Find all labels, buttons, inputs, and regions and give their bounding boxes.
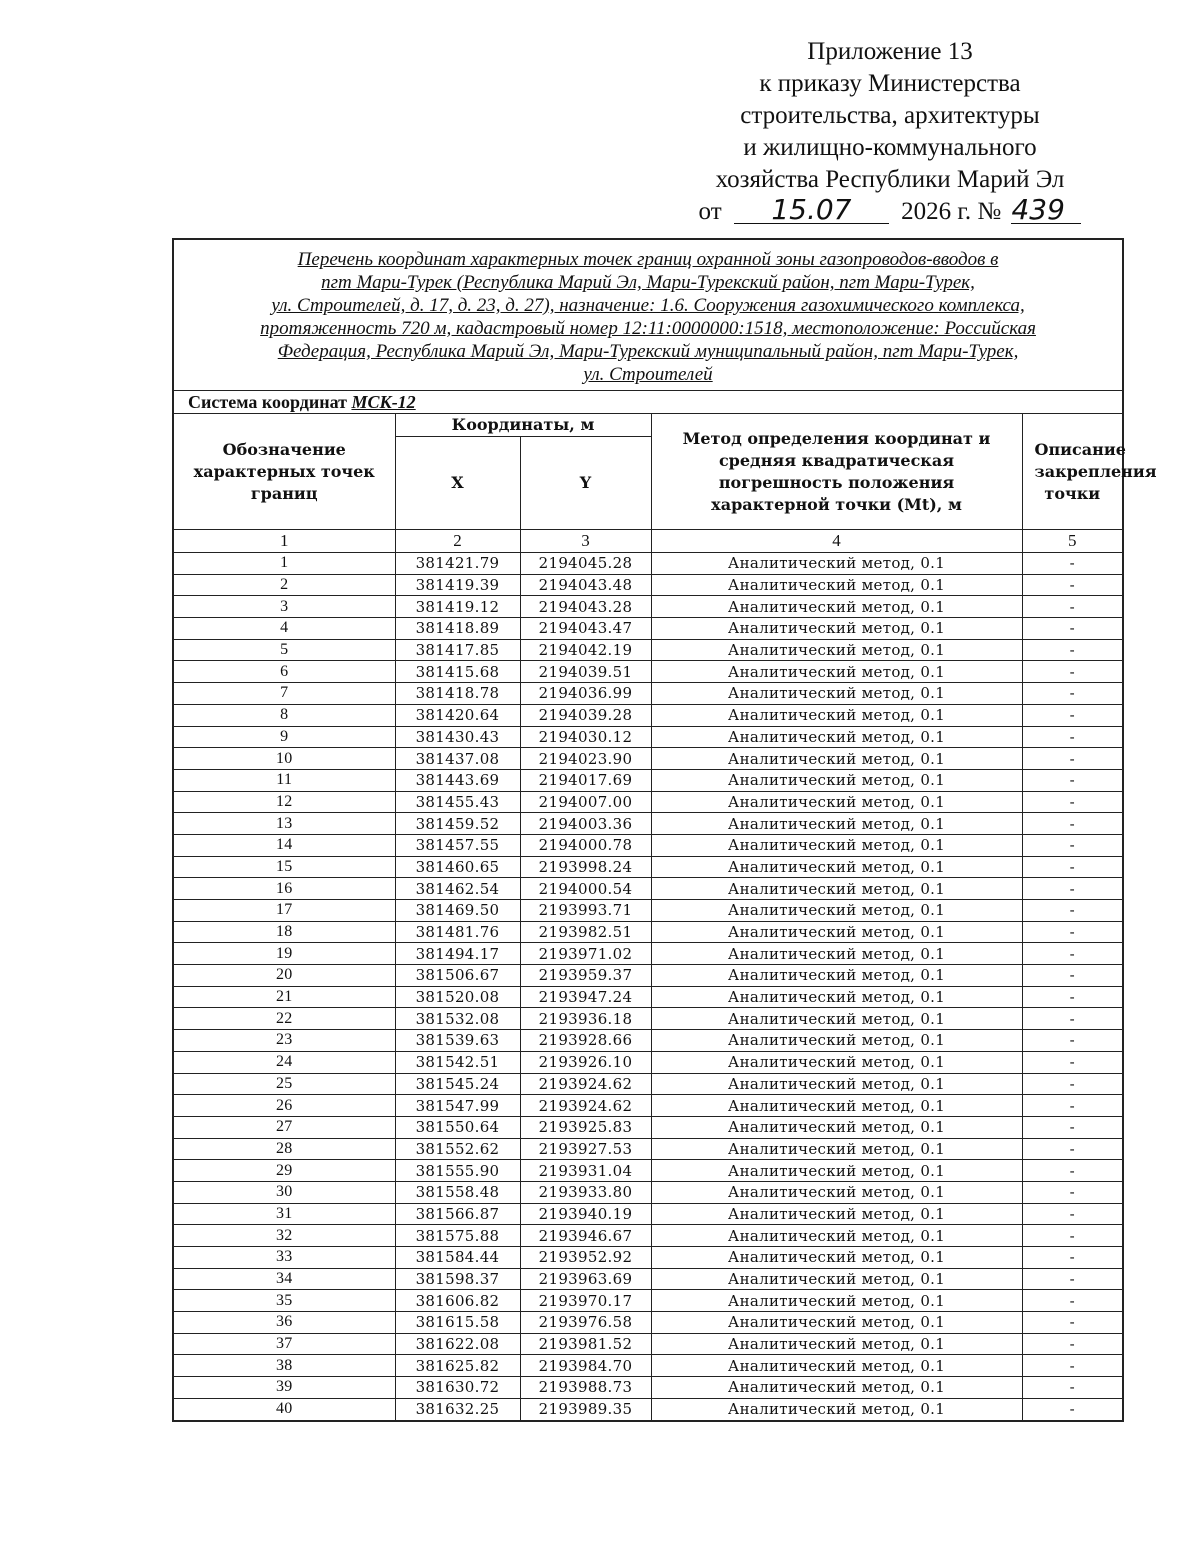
table-row (173, 661, 1123, 683)
annex-date-line (660, 193, 1120, 228)
table-row (173, 618, 1123, 640)
column-number: 5 (1022, 530, 1123, 553)
coordinate-x: 381555.90 (395, 1160, 520, 1182)
handwritten-date: 15.07 (734, 197, 889, 224)
point-number: 24 (173, 1051, 395, 1073)
coordinate-y: 2194030.12 (520, 726, 651, 748)
point-number: 34 (173, 1268, 395, 1290)
method-cell: Аналитический метод, 0.1 (651, 900, 1022, 922)
point-number: 27 (173, 1116, 395, 1138)
coordinate-y: 2193998.24 (520, 856, 651, 878)
method-cell: Аналитический метод, 0.1 (651, 1290, 1022, 1312)
description-cell: - (1022, 1398, 1123, 1420)
description-cell: - (1022, 1073, 1123, 1095)
table-row (173, 900, 1123, 922)
method-cell: Аналитический метод, 0.1 (651, 683, 1022, 705)
point-number: 7 (173, 683, 395, 705)
description-cell: - (1022, 1138, 1123, 1160)
coordinate-x: 381566.87 (395, 1203, 520, 1225)
table-row (173, 791, 1123, 813)
coordinate-y: 2193952.92 (520, 1247, 651, 1269)
method-cell: Аналитический метод, 0.1 (651, 1095, 1022, 1117)
description-cell: - (1022, 1225, 1123, 1247)
point-number: 19 (173, 943, 395, 965)
table-row (173, 1051, 1123, 1073)
description-cell: - (1022, 986, 1123, 1008)
annex-ministry-line-2: и жилищно-коммунального (743, 134, 1037, 161)
description-cell: - (1022, 1290, 1123, 1312)
method-cell: Аналитический метод, 0.1 (651, 704, 1022, 726)
coordinate-x: 381506.67 (395, 965, 520, 987)
point-number: 18 (173, 921, 395, 943)
method-cell: Аналитический метод, 0.1 (651, 1160, 1022, 1182)
coordinate-y: 2194042.19 (520, 639, 651, 661)
coordinate-x: 381481.76 (395, 921, 520, 943)
description-cell: - (1022, 921, 1123, 943)
coordinate-x: 381632.25 (395, 1398, 520, 1420)
description-cell: - (1022, 943, 1123, 965)
description-cell: - (1022, 1181, 1123, 1203)
point-number: 10 (173, 748, 395, 770)
coordinate-y: 2193936.18 (520, 1008, 651, 1030)
point-number: 9 (173, 726, 395, 748)
table-row (173, 1116, 1123, 1138)
coordinate-y: 2194039.28 (520, 704, 651, 726)
coordinate-y: 2193959.37 (520, 965, 651, 987)
point-number: 26 (173, 1095, 395, 1117)
coordinate-x: 381584.44 (395, 1247, 520, 1269)
table-row (173, 943, 1123, 965)
coordinate-y: 2193924.62 (520, 1095, 651, 1117)
point-number: 37 (173, 1333, 395, 1355)
coordinate-y: 2194023.90 (520, 748, 651, 770)
table-row (173, 704, 1123, 726)
method-cell: Аналитический метод, 0.1 (651, 1398, 1022, 1420)
coordinate-y: 2193963.69 (520, 1268, 651, 1290)
table-row (173, 1008, 1123, 1030)
coordinate-x: 381417.85 (395, 639, 520, 661)
method-cell: Аналитический метод, 0.1 (651, 1355, 1022, 1377)
coordinate-y: 2193928.66 (520, 1030, 651, 1052)
coordinate-x: 381415.68 (395, 661, 520, 683)
method-cell: Аналитический метод, 0.1 (651, 856, 1022, 878)
coordinate-x: 381455.43 (395, 791, 520, 813)
table-row (173, 639, 1123, 661)
description-cell: - (1022, 1095, 1123, 1117)
point-number: 38 (173, 1355, 395, 1377)
coordinate-x: 381459.52 (395, 813, 520, 835)
coordinate-x: 381552.62 (395, 1138, 520, 1160)
point-number: 1 (173, 553, 395, 575)
table-row (173, 1225, 1123, 1247)
coordinate-x: 381418.78 (395, 683, 520, 705)
method-cell: Аналитический метод, 0.1 (651, 553, 1022, 575)
annex-ministry-line-1: строительства, архитектуры (740, 102, 1040, 129)
table-row (173, 1333, 1123, 1355)
coordinate-x: 381460.65 (395, 856, 520, 878)
header-y: Y (520, 437, 651, 530)
header-designation: Обозначение характерных точек границ (173, 414, 395, 530)
point-number: 30 (173, 1181, 395, 1203)
coordinate-y: 2193940.19 (520, 1203, 651, 1225)
table-row (173, 965, 1123, 987)
point-number: 8 (173, 704, 395, 726)
table-row (173, 683, 1123, 705)
coordinate-y: 2194000.54 (520, 878, 651, 900)
heading-line: пгт Мари-Турек (Республика Марий Эл, Мари-Турекский район, пгт Мари-Турек, (321, 272, 975, 293)
coordinate-y: 2193927.53 (520, 1138, 651, 1160)
description-cell: - (1022, 791, 1123, 813)
table-row (173, 726, 1123, 748)
table-row (173, 1030, 1123, 1052)
table-row (173, 1181, 1123, 1203)
table-row (173, 1247, 1123, 1269)
coordinate-y: 2194039.51 (520, 661, 651, 683)
point-number: 17 (173, 900, 395, 922)
heading-line: ул. Строителей (583, 364, 713, 385)
method-cell: Аналитический метод, 0.1 (651, 1312, 1022, 1334)
method-cell: Аналитический метод, 0.1 (651, 986, 1022, 1008)
table-row (173, 1073, 1123, 1095)
method-cell: Аналитический метод, 0.1 (651, 1247, 1022, 1269)
heading-line: протяженность 720 м, кадастровый номер 12:11:0000000:1518, местоположение: Российская (260, 318, 1036, 339)
table-body (173, 553, 1123, 1421)
point-number: 22 (173, 1008, 395, 1030)
coordinate-x: 381462.54 (395, 878, 520, 900)
description-cell: - (1022, 1116, 1123, 1138)
table-row (173, 1312, 1123, 1334)
coordinate-y: 2193982.51 (520, 921, 651, 943)
column-number: 4 (651, 530, 1022, 553)
description-cell: - (1022, 965, 1123, 987)
table-row (173, 856, 1123, 878)
coordinate-x: 381437.08 (395, 748, 520, 770)
column-number: 1 (173, 530, 395, 553)
year-text: 2026 г. № (901, 198, 1002, 225)
coordinate-y: 2193931.04 (520, 1160, 651, 1182)
method-cell: Аналитический метод, 0.1 (651, 726, 1022, 748)
point-number: 29 (173, 1160, 395, 1182)
coordinate-x: 381443.69 (395, 769, 520, 791)
coordinate-y: 2193971.02 (520, 943, 651, 965)
coordinate-y: 2194000.78 (520, 834, 651, 856)
coordinate-y: 2194045.28 (520, 553, 651, 575)
point-number: 28 (173, 1138, 395, 1160)
method-cell: Аналитический метод, 0.1 (651, 1116, 1022, 1138)
table-row (173, 1398, 1123, 1420)
table-row (173, 1268, 1123, 1290)
description-cell: - (1022, 769, 1123, 791)
point-number: 36 (173, 1312, 395, 1334)
coordinate-x: 381625.82 (395, 1355, 520, 1377)
coordinate-x: 381598.37 (395, 1268, 520, 1290)
coordinate-x: 381547.99 (395, 1095, 520, 1117)
coordinate-y: 2193946.67 (520, 1225, 651, 1247)
table-row (173, 1095, 1123, 1117)
description-cell: - (1022, 726, 1123, 748)
point-number: 20 (173, 965, 395, 987)
coordinate-x: 381542.51 (395, 1051, 520, 1073)
point-number: 23 (173, 1030, 395, 1052)
annex-order-line: к приказу Министерства (759, 70, 1021, 97)
coordinate-y: 2194043.28 (520, 596, 651, 618)
description-cell: - (1022, 900, 1123, 922)
column-number: 2 (395, 530, 520, 553)
point-number: 11 (173, 769, 395, 791)
method-cell: Аналитический метод, 0.1 (651, 1138, 1022, 1160)
annex-header (660, 36, 1120, 228)
coordinate-y: 2194007.00 (520, 791, 651, 813)
point-number: 14 (173, 834, 395, 856)
description-cell: - (1022, 1008, 1123, 1030)
table-row (173, 1377, 1123, 1399)
header-coordinates: Координаты, м (395, 414, 651, 437)
point-number: 2 (173, 574, 395, 596)
table-row (173, 1138, 1123, 1160)
coordinate-x: 381421.79 (395, 553, 520, 575)
point-number: 15 (173, 856, 395, 878)
description-cell: - (1022, 1355, 1123, 1377)
point-number: 6 (173, 661, 395, 683)
method-cell: Аналитический метод, 0.1 (651, 1377, 1022, 1399)
coordinate-y: 2193947.24 (520, 986, 651, 1008)
heading-line: Перечень координат характерных точек границ охранной зоны газопроводов-вводов в (297, 249, 999, 270)
coordinate-x: 381550.64 (395, 1116, 520, 1138)
method-cell: Аналитический метод, 0.1 (651, 878, 1022, 900)
table-row (173, 1203, 1123, 1225)
coordinate-y: 2193925.83 (520, 1116, 651, 1138)
method-cell: Аналитический метод, 0.1 (651, 1181, 1022, 1203)
coordinate-system-code: МСК-12 (351, 391, 416, 412)
description-cell: - (1022, 683, 1123, 705)
point-number: 16 (173, 878, 395, 900)
table-row (173, 748, 1123, 770)
coordinate-y: 2194043.48 (520, 574, 651, 596)
handwritten-number: 439 (1011, 197, 1081, 224)
description-cell: - (1022, 1377, 1123, 1399)
coordinate-y: 2194036.99 (520, 683, 651, 705)
table-row (173, 553, 1123, 575)
method-cell: Аналитический метод, 0.1 (651, 748, 1022, 770)
table-row (173, 1355, 1123, 1377)
description-cell: - (1022, 596, 1123, 618)
header-method: Метод определения координат и средняя квадратическая погрешность положения характерной точки (Mt), м (651, 414, 1022, 530)
description-cell: - (1022, 553, 1123, 575)
coordinate-y: 2194043.47 (520, 618, 651, 640)
description-cell: - (1022, 1268, 1123, 1290)
method-cell: Аналитический метод, 0.1 (651, 813, 1022, 835)
description-cell: - (1022, 1333, 1123, 1355)
coordinate-system-label: Система координат (188, 391, 347, 412)
description-cell: - (1022, 704, 1123, 726)
method-cell: Аналитический метод, 0.1 (651, 1051, 1022, 1073)
coordinate-x: 381545.24 (395, 1073, 520, 1095)
coordinate-x: 381558.48 (395, 1181, 520, 1203)
annex-title: Приложение 13 (807, 38, 973, 65)
description-cell: - (1022, 618, 1123, 640)
point-number: 39 (173, 1377, 395, 1399)
table-heading (173, 239, 1123, 391)
coordinate-y: 2193988.73 (520, 1377, 651, 1399)
coordinate-x: 381630.72 (395, 1377, 520, 1399)
coordinate-x: 381469.50 (395, 900, 520, 922)
point-number: 3 (173, 596, 395, 618)
point-number: 5 (173, 639, 395, 661)
description-cell: - (1022, 1160, 1123, 1182)
coordinate-y: 2193926.10 (520, 1051, 651, 1073)
coordinate-x: 381420.64 (395, 704, 520, 726)
description-cell: - (1022, 1030, 1123, 1052)
point-number: 25 (173, 1073, 395, 1095)
coordinate-y: 2194003.36 (520, 813, 651, 835)
column-number: 3 (520, 530, 651, 553)
description-cell: - (1022, 639, 1123, 661)
coordinate-y: 2193989.35 (520, 1398, 651, 1420)
coordinate-y: 2193924.62 (520, 1073, 651, 1095)
description-cell: - (1022, 878, 1123, 900)
method-cell: Аналитический метод, 0.1 (651, 1030, 1022, 1052)
method-cell: Аналитический метод, 0.1 (651, 1268, 1022, 1290)
coordinate-y: 2194017.69 (520, 769, 651, 791)
coordinate-y: 2193976.58 (520, 1312, 651, 1334)
heading-line: Федерация, Республика Марий Эл, Мари-Турекский муниципальный район, пгт Мари-Турек, (277, 341, 1019, 362)
coordinate-x: 381622.08 (395, 1333, 520, 1355)
method-cell: Аналитический метод, 0.1 (651, 791, 1022, 813)
coordinate-x: 381418.89 (395, 618, 520, 640)
method-cell: Аналитический метод, 0.1 (651, 574, 1022, 596)
description-cell: - (1022, 661, 1123, 683)
method-cell: Аналитический метод, 0.1 (651, 596, 1022, 618)
coordinate-x: 381539.63 (395, 1030, 520, 1052)
coordinates-table (172, 238, 1157, 1422)
method-cell: Аналитический метод, 0.1 (651, 1008, 1022, 1030)
table-row (173, 596, 1123, 618)
coordinate-y: 2193933.80 (520, 1181, 651, 1203)
table-row (173, 921, 1123, 943)
point-number: 32 (173, 1225, 395, 1247)
table-row (173, 834, 1123, 856)
coordinate-x: 381606.82 (395, 1290, 520, 1312)
table-row (173, 813, 1123, 835)
point-number: 40 (173, 1398, 395, 1420)
description-cell: - (1022, 1203, 1123, 1225)
coordinate-x: 381419.39 (395, 574, 520, 596)
point-number: 31 (173, 1203, 395, 1225)
date-prefix: от (698, 198, 722, 225)
method-cell: Аналитический метод, 0.1 (651, 769, 1022, 791)
point-number: 12 (173, 791, 395, 813)
description-cell: - (1022, 1312, 1123, 1334)
point-number: 13 (173, 813, 395, 835)
coordinate-x: 381575.88 (395, 1225, 520, 1247)
table-row (173, 878, 1123, 900)
method-cell: Аналитический метод, 0.1 (651, 661, 1022, 683)
coordinate-system-row (173, 391, 1123, 414)
method-cell: Аналитический метод, 0.1 (651, 1073, 1022, 1095)
coordinate-x: 381430.43 (395, 726, 520, 748)
description-cell: - (1022, 1247, 1123, 1269)
coordinate-x: 381494.17 (395, 943, 520, 965)
point-number: 4 (173, 618, 395, 640)
table-row (173, 1290, 1123, 1312)
description-cell: - (1022, 1051, 1123, 1073)
table-row (173, 986, 1123, 1008)
method-cell: Аналитический метод, 0.1 (651, 1333, 1022, 1355)
coordinate-y: 2193993.71 (520, 900, 651, 922)
coordinate-x: 381520.08 (395, 986, 520, 1008)
header-description: Описание закрепления точки (1022, 414, 1123, 530)
method-cell: Аналитический метод, 0.1 (651, 639, 1022, 661)
description-cell: - (1022, 834, 1123, 856)
method-cell: Аналитический метод, 0.1 (651, 1203, 1022, 1225)
coordinate-x: 381615.58 (395, 1312, 520, 1334)
table-row (173, 574, 1123, 596)
table-row (173, 769, 1123, 791)
description-cell: - (1022, 856, 1123, 878)
heading-line: ул. Строителей, д. 17, д. 23, д. 27), назначение: 1.6. Сооружения газохимического комплекса, (271, 295, 1025, 316)
coordinate-y: 2193970.17 (520, 1290, 651, 1312)
point-number: 21 (173, 986, 395, 1008)
coordinate-x: 381457.55 (395, 834, 520, 856)
point-number: 33 (173, 1247, 395, 1269)
coordinate-x: 381532.08 (395, 1008, 520, 1030)
description-cell: - (1022, 813, 1123, 835)
coordinate-y: 2193981.52 (520, 1333, 651, 1355)
method-cell: Аналитический метод, 0.1 (651, 921, 1022, 943)
method-cell: Аналитический метод, 0.1 (651, 943, 1022, 965)
annex-ministry-line-3: хозяйства Республики Марий Эл (715, 166, 1065, 193)
method-cell: Аналитический метод, 0.1 (651, 834, 1022, 856)
method-cell: Аналитический метод, 0.1 (651, 1225, 1022, 1247)
point-number: 35 (173, 1290, 395, 1312)
method-cell: Аналитический метод, 0.1 (651, 618, 1022, 640)
description-cell: - (1022, 574, 1123, 596)
header-x: X (395, 437, 520, 530)
description-cell: - (1022, 748, 1123, 770)
table-row (173, 1160, 1123, 1182)
coordinate-y: 2193984.70 (520, 1355, 651, 1377)
coordinate-x: 381419.12 (395, 596, 520, 618)
method-cell: Аналитический метод, 0.1 (651, 965, 1022, 987)
